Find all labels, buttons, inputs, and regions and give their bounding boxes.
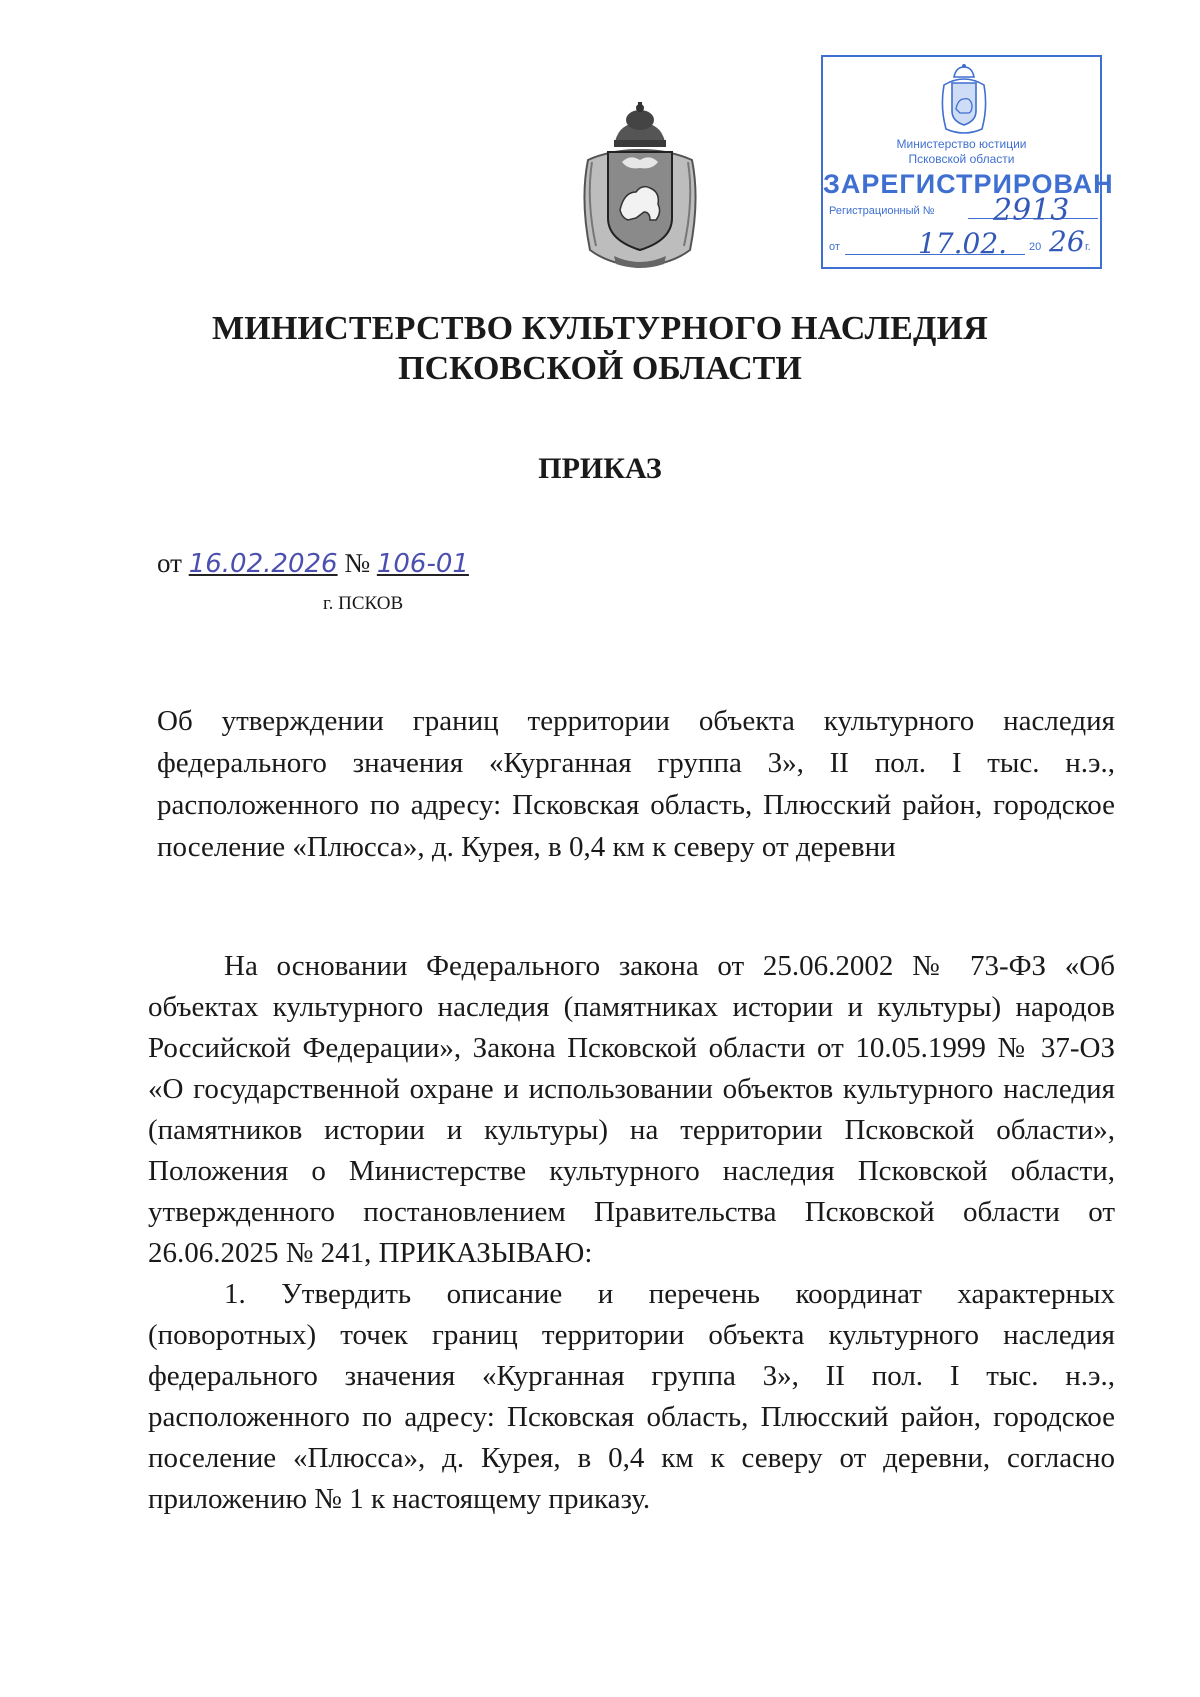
stamp-reg-label: Регистрационный № [829, 205, 935, 217]
item-1-paragraph: 1. Утвердить описание и перечень координат характерных (поворотных) точек границ территории объекта культурного наследия федерального значения «Курганная группа 3», II пол. I тыс. н.э., расположенного по адресу: Псковская область, Плюсский район, городское поселение «Плюсса», д. Курея, в 0,4 км к северу от деревни, согласно приложению № 1 к настоящему приказу. [148, 1278, 1115, 1515]
preamble-paragraph: На основании Федерального закона от 25.06.2002 № 73-ФЗ «Об объектах культурного наследия (памятниках истории и культуры) народов Российской Федерации», Закона Псковской области от 10.05.1999 № 37-ОЗ «О государственной охране и использовании объектов культурного наследия (памятников истории и культуры) на территории Псковской области», Положения о Министерстве культурного наследия Псковской области, утвержденного постановлением Правительства Псковской области от 26.06.2025 № 241, ПРИКАЗЫВАЮ: [148, 950, 1115, 1269]
stamp-region-line: Псковской области [908, 152, 1015, 166]
order-date-number-line [157, 548, 469, 579]
order-body [148, 946, 1115, 1520]
stamp-coat-of-arms-icon [938, 63, 990, 137]
stamp-year-value: 26 [1049, 225, 1085, 258]
organization-name-line2: ПСКОВСКОЙ ОБЛАСТИ [398, 350, 802, 387]
coat-of-arms-emblem [570, 100, 710, 272]
order-title: Об утверждении границ территории объекта культурного наследия федерального значения «Курганная группа 3», II пол. I тыс. н.э., расположенного по адресу: Псковская область, Плюсский район, городское поселение «Плюсса», д. Курея, в 0,4 км к северу от деревни [157, 705, 1115, 863]
order-date-handwritten: 16.02.2026 [188, 549, 338, 579]
stamp-status: ЗАРЕГИСТРИРОВАН [823, 169, 1114, 199]
stamp-date-label: от [829, 241, 840, 253]
registration-stamp [821, 55, 1114, 269]
number-sign: № [344, 548, 371, 578]
stamp-year-suffix: г. [1085, 241, 1091, 253]
organization-name-line1: МИНИСТЕРСТВО КУЛЬТУРНОГО НАСЛЕДИЯ [211, 310, 989, 347]
order-number-handwritten: 106-01 [376, 549, 469, 579]
date-prefix: от [157, 548, 182, 578]
stamp-reg-number: 2913 [993, 193, 1070, 228]
document-type-heading: ПРИКАЗ [538, 452, 662, 485]
city-line: г. ПСКОВ [323, 593, 404, 614]
stamp-ministry-line: Министерство юстиции [896, 137, 1027, 151]
stamp-year-prefix: 20 [1029, 241, 1042, 253]
stamp-date-value: 17.02. [918, 227, 1008, 260]
